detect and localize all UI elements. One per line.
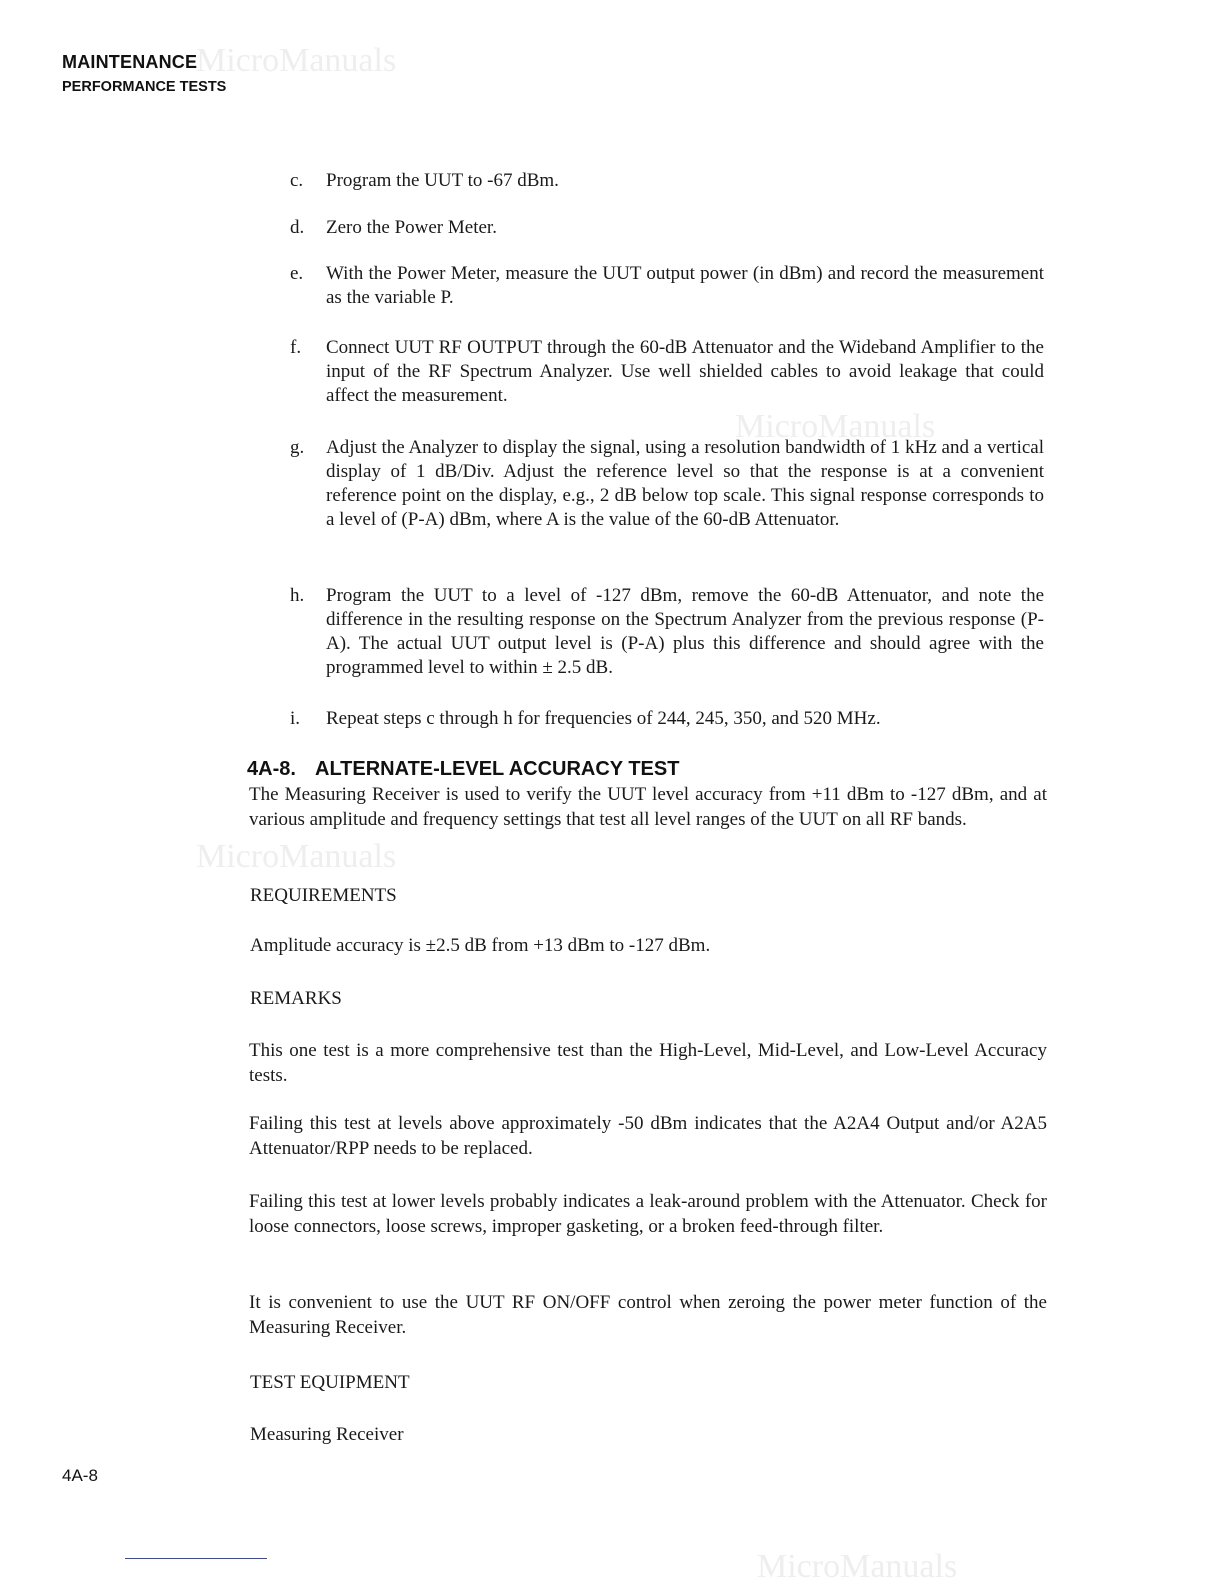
section-title: ALTERNATE-LEVEL ACCURACY TEST xyxy=(315,758,680,780)
remarks-heading: REMARKS xyxy=(250,988,342,1009)
step-text: With the Power Meter, measure the UUT output power (in dBm) and record the measurement as the variable P. xyxy=(326,263,1044,308)
test-equipment-item: Measuring Receiver xyxy=(250,1424,404,1445)
step-label: e. xyxy=(290,263,304,284)
watermark-text: MicroManuals xyxy=(735,408,936,445)
step-text: Repeat steps c through h for frequencies of 244, 245, 350, and 520 MHz. xyxy=(326,708,881,729)
header-section: MAINTENANCE xyxy=(62,52,198,72)
section-number: 4A-8. xyxy=(247,758,296,780)
requirements-text: Amplitude accuracy is ±2.5 dB from +13 dBm to -127 dBm. xyxy=(250,935,711,956)
step-text: Program the UUT to a level of -127 dBm, remove the 60-dB Attenuator, and note the difference in the resulting response on the Spectrum Analyzer from the previous response (P-A). The actual UUT output level is (P-A) plus this difference and should agree with the programmed level to within ± 2.5 dB. xyxy=(326,585,1044,678)
step-label: g. xyxy=(290,437,305,458)
remark-paragraph: It is convenient to use the UUT RF ON/OFF control when zeroing the power meter function of the Measuring Receiver. xyxy=(249,1292,1047,1338)
page-number: 4A-8 xyxy=(62,1466,98,1485)
step-label: i. xyxy=(290,708,301,729)
remark-paragraph: Failing this test at lower levels probably indicates a leak-around problem with the Attenuator. Check for loose connectors, loose screws, improper gasketing, or a broken feed-through filter. xyxy=(249,1191,1047,1237)
remark-paragraph: This one test is a more comprehensive test than the High-Level, Mid-Level, and Low-Level Accuracy tests. xyxy=(249,1040,1047,1086)
remark-paragraph: Failing this test at levels above approximately -50 dBm indicates that the A2A4 Output and/or A2A5 Attenuator/RPP needs to be replaced. xyxy=(249,1113,1047,1159)
step-text: Zero the Power Meter. xyxy=(326,217,497,238)
step-text: Adjust the Analyzer to display the signal, using a resolution bandwidth of 1 kHz and a vertical display of 1 dB/Div. Adjust the reference level so that the response is at a convenient reference point on the display, e.g., 2 dB below top scale. This signal response corresponds to a level of (P-A) dBm, where A is the value of the 60-dB Attenuator. xyxy=(326,437,1044,530)
watermark-text: MicroManuals xyxy=(757,1548,958,1585)
step-text: Connect UUT RF OUTPUT through the 60-dB Attenuator and the Wideband Amplifier to the input of the RF Spectrum Analyzer. Use well shielded cables to avoid leakage that could affect the measurement. xyxy=(326,337,1044,406)
footer-rule xyxy=(125,1558,267,1559)
test-equipment-heading: TEST EQUIPMENT xyxy=(250,1372,410,1393)
step-label: h. xyxy=(290,585,305,606)
section-heading xyxy=(247,758,679,781)
step-label: d. xyxy=(290,217,305,238)
step-text: Program the UUT to -67 dBm. xyxy=(326,170,559,191)
requirements-heading: REQUIREMENTS xyxy=(250,885,397,906)
watermark-text: MicroManuals xyxy=(196,838,397,875)
section-intro: The Measuring Receiver is used to verify the UUT level accuracy from +11 dBm to -127 dBm, and at various amplitude and frequency settings that test all level ranges of the UUT on all RF bands. xyxy=(249,784,1047,830)
watermark-text: MicroManuals xyxy=(196,42,397,79)
step-label: f. xyxy=(290,337,302,358)
header-subsection: PERFORMANCE TESTS xyxy=(62,79,227,95)
step-label: c. xyxy=(290,170,304,191)
